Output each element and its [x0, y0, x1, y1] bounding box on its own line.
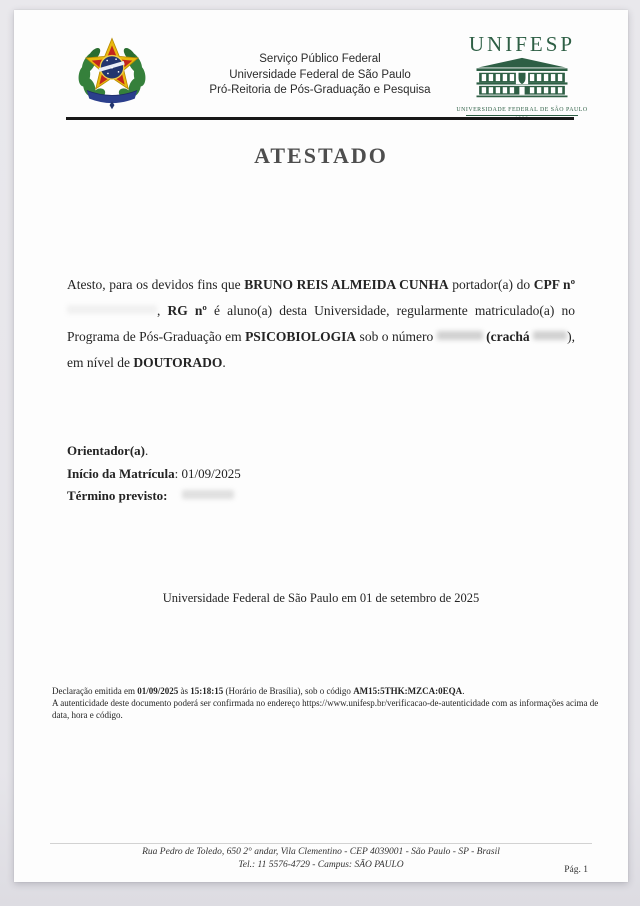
p1-level: ), em nível de [67, 329, 575, 370]
p1-intro: Atesto, para os devidos fins que [67, 277, 245, 292]
header-org-lines [164, 52, 476, 99]
verify-seg-1: Declaração emitida em [52, 686, 138, 696]
attestation-paragraph [67, 272, 575, 376]
verify-seg-4: . [462, 686, 465, 696]
program-name: PSICOBIOLOGIA [245, 329, 357, 344]
org-line-1: Serviço Público Federal [259, 53, 381, 65]
verify-seg-3: (Horário de Brasília), sob o código [223, 686, 354, 696]
org-line-2: Universidade Federal de São Paulo [229, 68, 411, 81]
expected-end-redacted [182, 490, 234, 499]
student-number-redacted [437, 331, 483, 340]
rg-label: RG nº [167, 303, 207, 318]
document-page [14, 10, 628, 882]
verify-time: 15:18:15 [190, 686, 224, 696]
verification-code-line [52, 686, 604, 698]
unifesp-logo [442, 32, 602, 122]
verification-code: AM15:5THK:MZCA:0EQA [353, 686, 463, 696]
footer-rule [50, 843, 592, 844]
expected-end-line [67, 485, 241, 508]
verify-seg-2: às [178, 686, 191, 696]
enrollment-label: Início da Matrícula [67, 465, 175, 481]
advisor-suffix: . [144, 443, 149, 458]
verify-date: 01/09/2025 [137, 686, 179, 696]
p1-holder: portador(a) do [448, 277, 534, 292]
verification-block [52, 686, 604, 721]
brazil-coat-of-arms-icon [70, 32, 154, 115]
footer-block [14, 846, 628, 871]
unifesp-building-icon [462, 57, 582, 99]
enrollment-value: : 01/09/2025 [174, 465, 241, 481]
expected-end-label: Término previsto: [67, 488, 168, 503]
issue-place-date: Universidade Federal de São Paulo em 01 de setembro de 2025 [162, 591, 480, 605]
p1-enrolled: é aluno(a) desta Universidade, regularmente matriculado(a) no Programa de Pós-Graduação em [67, 303, 576, 344]
unifesp-wordmark: UNIFESP [468, 32, 576, 56]
badge-label: (crachá [482, 329, 534, 344]
document-title: ATESTADO [254, 143, 388, 168]
details-block [67, 440, 241, 508]
footer-phone: Tel.: 11 5576-4729 - Campus: SÃO PAULO [238, 859, 404, 870]
student-name: BRUNO REIS ALMEIDA CUNHA [244, 277, 449, 292]
page-number: Pág. 1 [564, 865, 588, 875]
verification-note: A autenticidade deste documento poderá ser confirmada no endereço https://www.unifesp.br/verificacao-de-autenticidade com as informações acima de data, hora e código. [52, 697, 599, 720]
footer-address: Rua Pedro de Toledo, 650 2° andar, Vila Clementino - CEP 4039001 - São Paulo - SP - Brasil [142, 847, 500, 857]
org-line-3: Pró-Reitoria de Pós-Graduação e Pesquisa [209, 84, 431, 96]
badge-number-redacted [533, 331, 567, 340]
cpf-label: CPF nº [533, 277, 576, 292]
degree-level: DOUTORADO [133, 355, 223, 370]
advisor-label: Orientador(a) [67, 443, 145, 458]
p1-number: sob o número [356, 329, 437, 344]
enrollment-start-line [67, 463, 241, 486]
p1-comma: , [157, 303, 168, 318]
p1-period: . [222, 355, 226, 370]
unifesp-subtitle: UNIVERSIDADE FEDERAL DE SÃO PAULO [456, 107, 588, 113]
advisor-line [67, 440, 241, 463]
logo-divider [466, 115, 578, 116]
header-rule [66, 117, 574, 120]
cpf-redacted [67, 305, 157, 314]
